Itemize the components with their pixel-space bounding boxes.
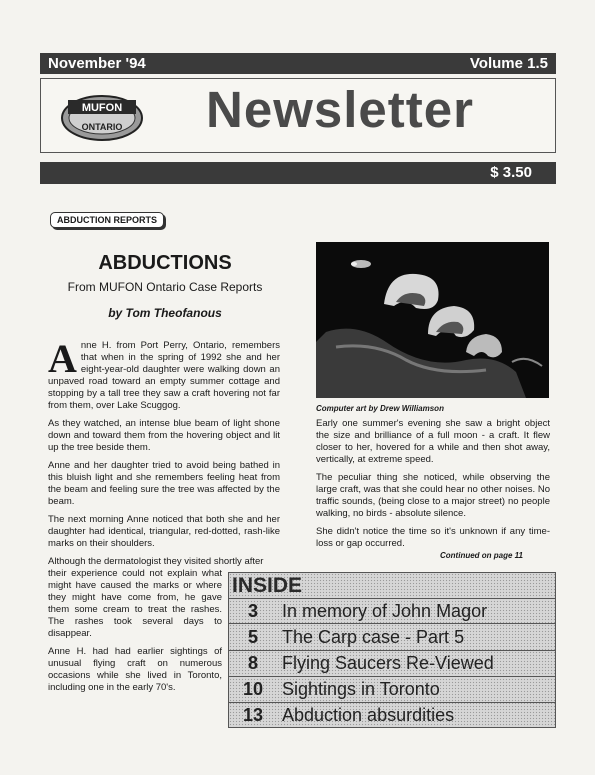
inside-title: INSIDE <box>232 574 303 597</box>
toc-page-number: 3 <box>247 600 258 621</box>
price: $ 3.50 <box>490 164 532 181</box>
article-left-column <box>48 336 280 550</box>
drop-cap: A <box>48 336 77 381</box>
toc-label: In memory of John Magor <box>282 600 488 621</box>
newsletter-title: Newsletter <box>206 81 474 138</box>
divider <box>228 623 556 624</box>
section-tag: ABDUCTION REPORTS <box>50 212 164 228</box>
computer-art-image <box>316 242 549 398</box>
paragraph: The next morning Anne noticed that both she and her daughter had identical, triangular, red-dotted, rash-like marks on their shoulders. <box>48 514 280 549</box>
toc-item[interactable] <box>230 678 552 700</box>
toc-item[interactable] <box>230 626 552 648</box>
toc-item[interactable] <box>230 652 552 674</box>
issue-date: November '94 <box>48 55 146 72</box>
photo-caption: Computer art by Drew Williamson <box>316 404 444 413</box>
paragraph: She didn't notice the time so it's unknown if any time-loss or gap occurred. <box>316 526 550 549</box>
article-headline: ABDUCTIONS <box>98 252 232 274</box>
continued-link[interactable]: Continued on page 11 <box>440 551 523 560</box>
paragraph: Early one summer's evening she saw a bright object the size and brilliance of a full moon - a craft. It flew closer to her, hovered for a while and then shot away, vertically, at extreme speed. <box>316 418 550 465</box>
toc-label: Abduction absurdities <box>282 704 455 725</box>
issue-bar <box>40 53 556 74</box>
toc-page-number: 13 <box>242 704 264 725</box>
article-right-column <box>316 418 550 550</box>
toc-item[interactable] <box>230 704 552 726</box>
paragraph: their experience could not explain what might have caused the marks or where they might have come from, he gave them some cream to treat the rashes. The rashes took several days to disappear. <box>48 568 222 639</box>
price-bar <box>40 162 556 184</box>
paragraph: The peculiar thing she noticed, while observing the large craft, was that she could hear no other noises. No traffic sounds, (being close to a major street) no people walking, no birds - absolute silence. <box>316 472 550 519</box>
paragraph: Anne H. had had earlier sightings of unusual flying craft on numerous occasions while she lived in Toronto, including one in the early 70's. <box>48 646 222 693</box>
article-byline: by Tom Theofanous <box>108 306 222 320</box>
article-bottom-left <box>48 568 222 694</box>
mufon-ontario-logo <box>60 88 144 144</box>
divider <box>228 702 556 703</box>
toc-label: The Carp case - Part 5 <box>282 626 465 647</box>
paragraph: As they watched, an intense blue beam of light shone down and toward them from the hovering object and lit up the tree beside them. <box>48 418 280 453</box>
paragraph: Anne and her daughter tried to avoid being bathed in this bluish light and she remembers feeling heat from the beam and feeling sure the tree was affected by the beam. <box>48 460 280 507</box>
divider <box>228 598 556 599</box>
paragraph: Although the dermatologist they visited shortly after <box>48 556 264 567</box>
toc-label: Flying Saucers Re-Viewed <box>282 652 494 673</box>
divider <box>228 676 556 677</box>
toc-item[interactable] <box>230 600 552 622</box>
paragraph: Anne H. from Port Perry, Ontario, remembers that when in the spring of 1992 she and her eight-year-old daughter were walking down an unpaved road toward an empty summer cottage and stopping by a tall tree they saw a craft hovering not far from them, over Lake Scuggog. <box>48 336 280 411</box>
divider <box>228 650 556 651</box>
svg-text:ONTARIO: ONTARIO <box>81 122 123 132</box>
toc-page-number: 8 <box>247 652 258 673</box>
article-subhead: From MUFON Ontario Case Reports <box>67 280 263 294</box>
svg-text:MUFON: MUFON <box>81 102 123 114</box>
issue-volume: Volume 1.5 <box>469 55 548 72</box>
toc-page-number: 5 <box>247 626 258 647</box>
toc-page-number: 10 <box>242 678 264 699</box>
toc-label: Sightings in Toronto <box>282 678 440 699</box>
